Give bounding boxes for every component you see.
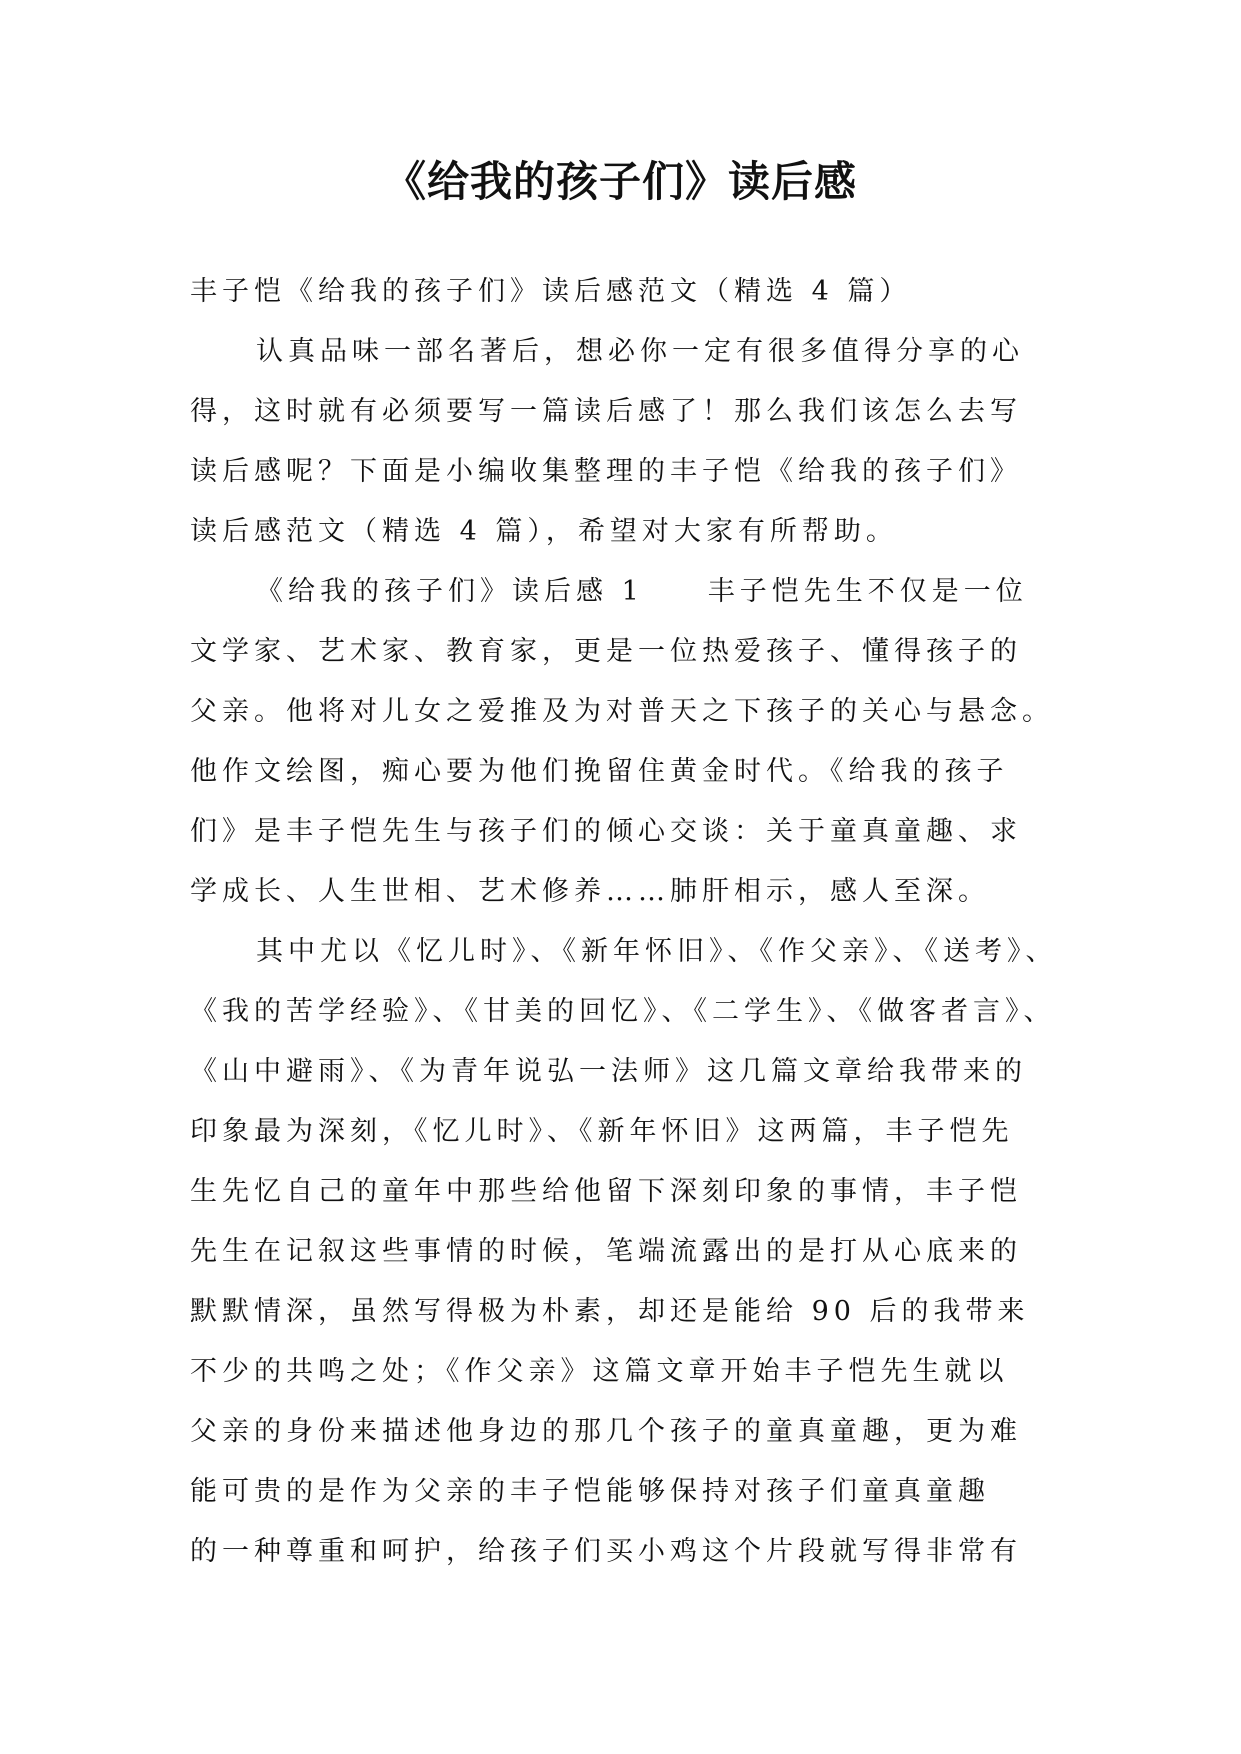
document-body (190, 262, 1090, 1582)
text-line: 《给我的孩子们》读后感 1 丰子恺先生不仅是一位 (256, 576, 1028, 607)
text-line: 们》是丰子恺先生与孩子们的倾心交谈：关于童真童趣、求 (190, 816, 1022, 847)
text-line: 生先忆自己的童年中那些给他留下深刻印象的事情，丰子恺 (190, 1176, 1022, 1207)
text-line: 读后感范文（精选 4 篇），希望对大家有所帮助。 (190, 516, 898, 547)
text-line: 读后感呢？下面是小编收集整理的丰子恺《给我的孩子们》 (190, 456, 1022, 487)
text-line: 认真品味一部名著后，想必你一定有很多值得分享的心 (256, 336, 1024, 367)
text-line: 父亲。他将对儿女之爱推及为对普天之下孩子的关心与悬念。 (190, 696, 1054, 727)
text-line: 文学家、艺术家、教育家，更是一位热爱孩子、懂得孩子的 (190, 636, 1022, 667)
text-line: 不少的共鸣之处；《作父亲》这篇文章开始丰子恺先生就以 (190, 1356, 1009, 1387)
text-line: 他作文绘图，痴心要为他们挽留住黄金时代。《给我的孩子 (190, 756, 1009, 787)
text-line: 先生在记叙这些事情的时候，笔端流露出的是打从心底来的 (190, 1236, 1022, 1267)
document-title: 《给我的孩子们》读后感 (383, 157, 857, 206)
text-line: 父亲的身份来描述他身边的那几个孩子的童真童趣，更为难 (190, 1416, 1022, 1447)
subtitle-line: 丰子恺《给我的孩子们》读后感范文（精选 4 篇） (190, 276, 912, 307)
text-line: 得，这时就有必须要写一篇读后感了！那么我们该怎么去写 (190, 396, 1022, 427)
text-line: 的一种尊重和呵护，给孩子们买小鸡这个片段就写得非常有 (190, 1536, 1022, 1567)
text-line: 其中尤以《忆儿时》、《新年怀旧》、《作父亲》、《送考》、 (256, 936, 1058, 967)
text-line: 能可贵的是作为父亲的丰子恺能够保持对孩子们童真童趣 (190, 1476, 990, 1507)
text-line: 学成长、人生世相、艺术修养……肺肝相示，感人至深。 (190, 876, 990, 907)
text-line: 《我的苦学经验》、《甘美的回忆》、《二学生》、《做客者言》、 (190, 996, 1056, 1027)
text-line: 默默情深，虽然写得极为朴素，却还是能给 90 后的我带来 (190, 1296, 1030, 1327)
text-line: 《山中避雨》、《为青年说弘一法师》这几篇文章给我带来的 (190, 1056, 1027, 1087)
text-line: 印象最为深刻，《忆儿时》、《新年怀旧》这两篇，丰子恺先 (190, 1116, 1014, 1147)
